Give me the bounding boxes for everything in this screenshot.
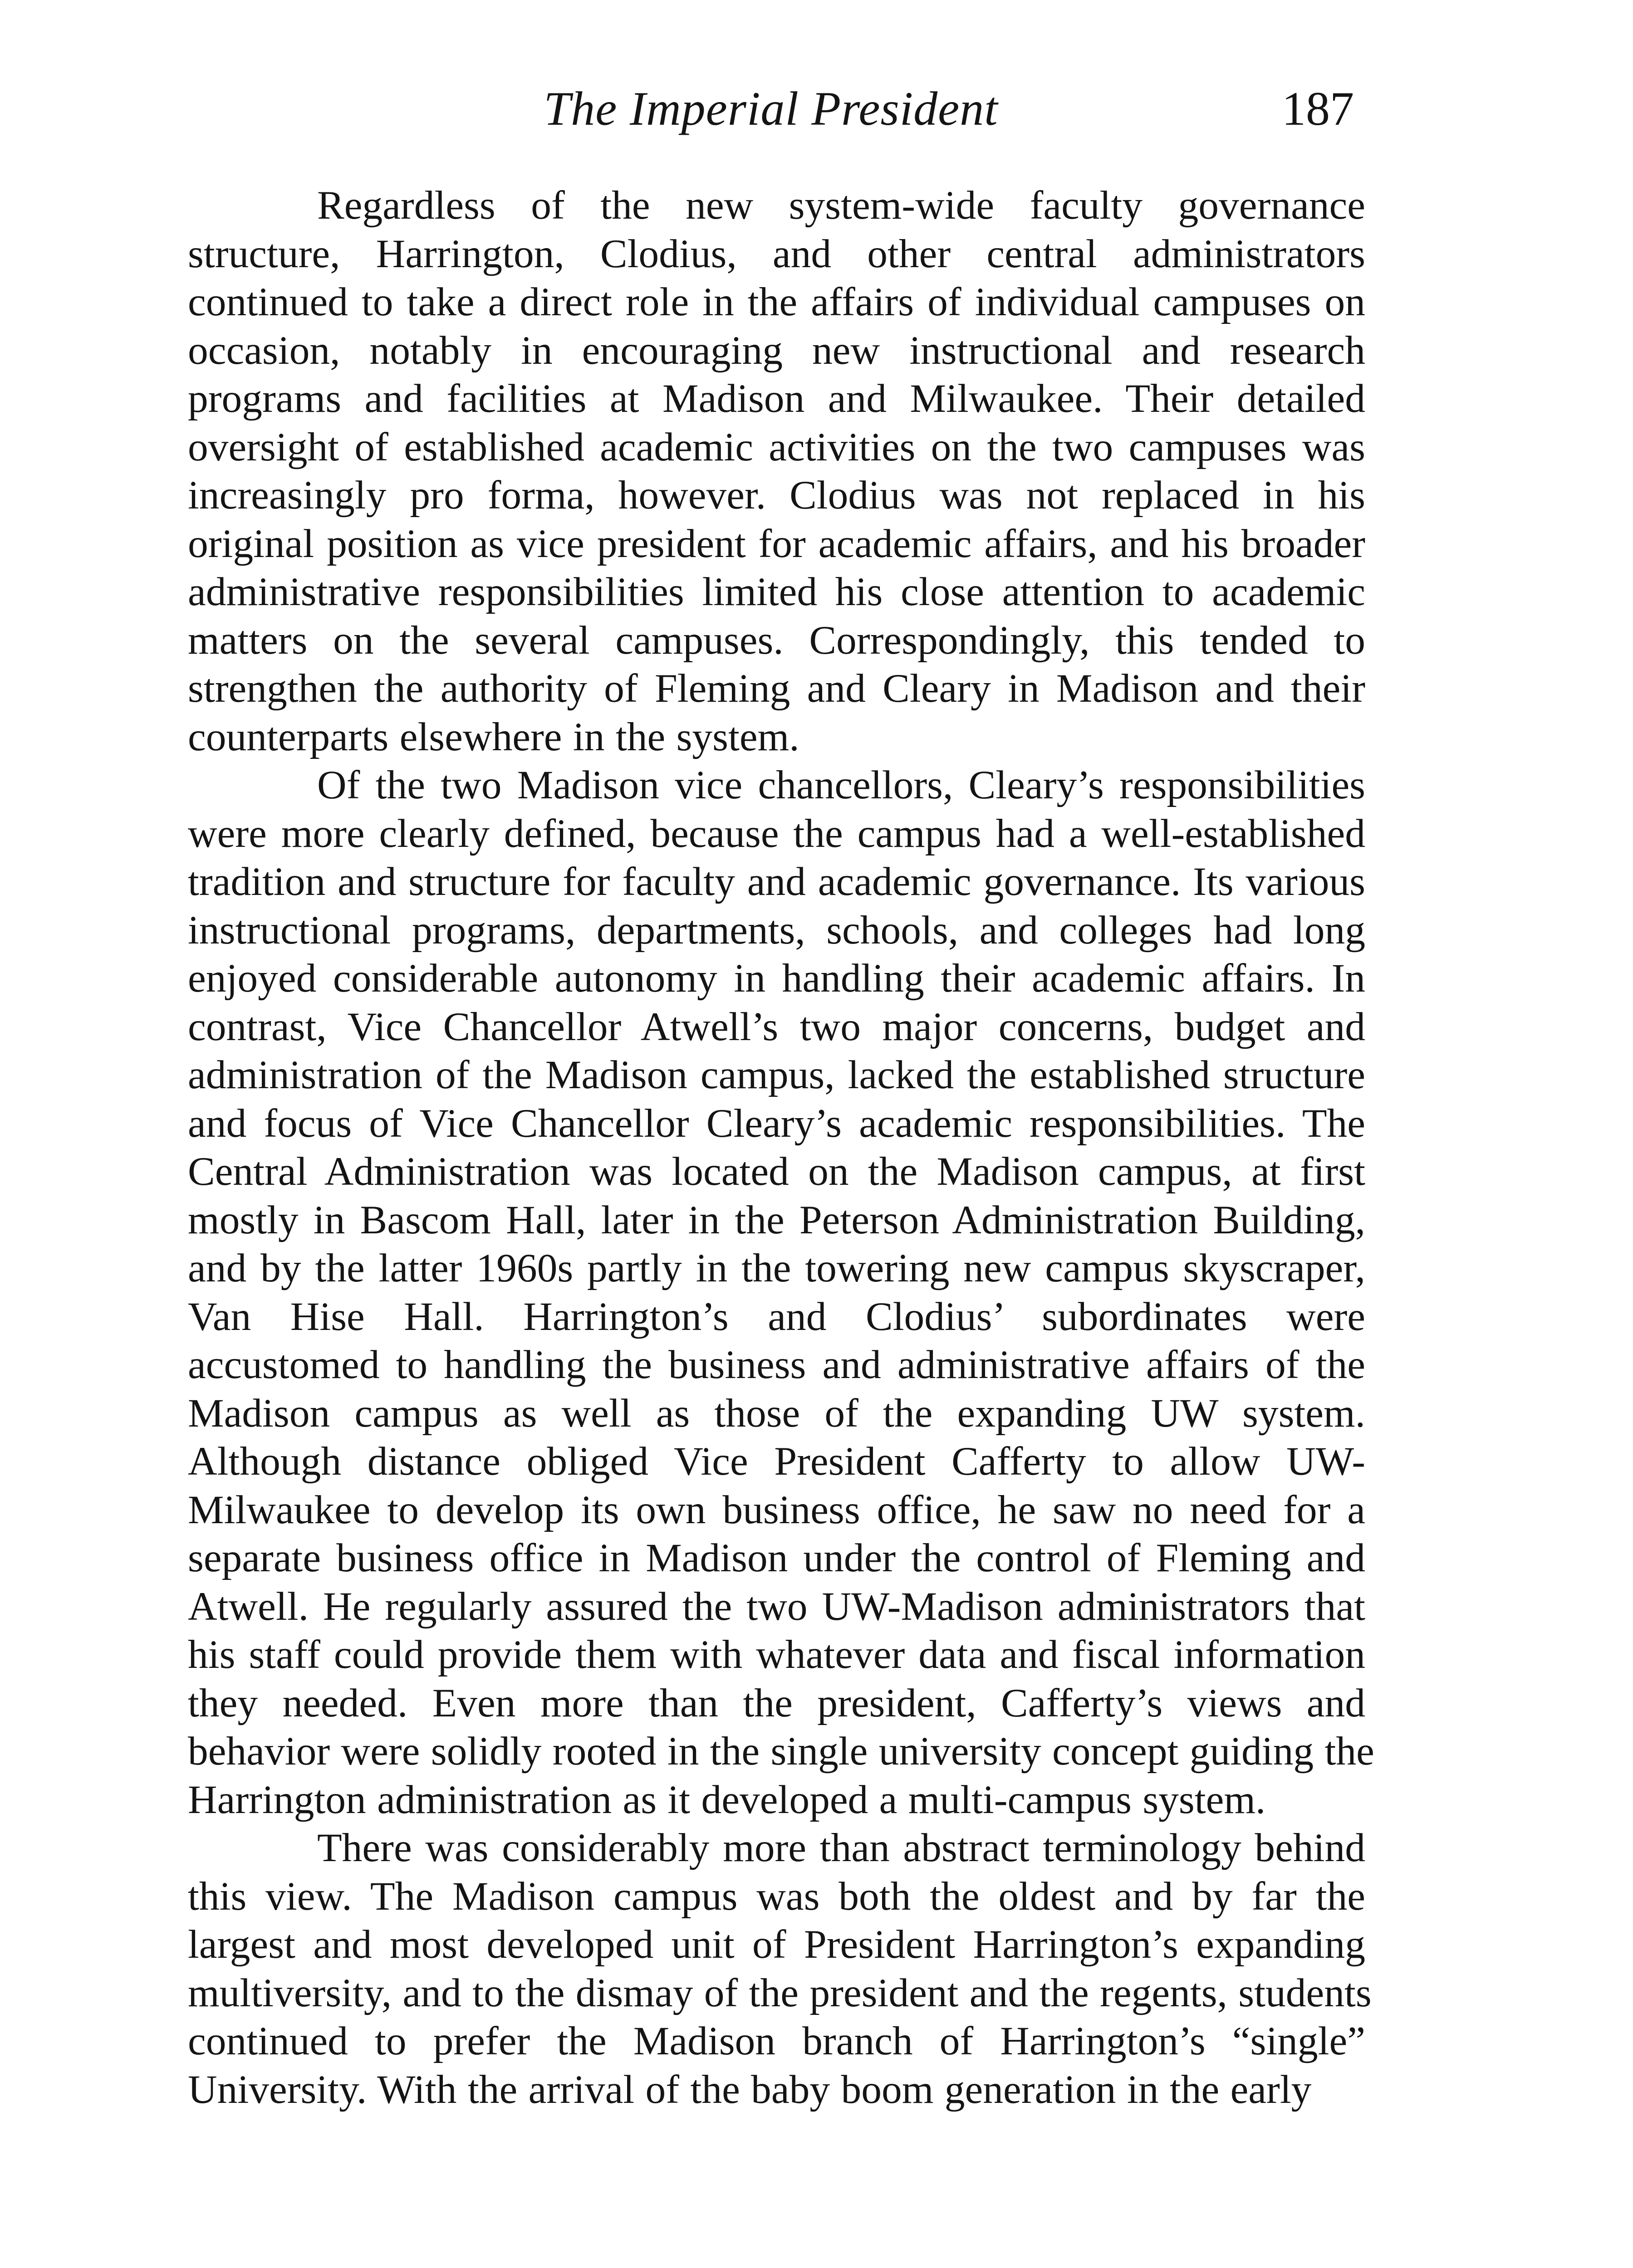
text-line: continued to take a direct role in the affairs of individual campuses on [188, 279, 1365, 324]
text-line: Regardless of the new system-wide faculty governance [317, 183, 1365, 228]
text-line: increasingly pro forma, however. Clodius was not replaced in his [188, 473, 1365, 518]
text-line: programs and facilities at Madison and Milwaukee. Their detailed [188, 376, 1365, 421]
text-line: and by the latter 1960s partly in the towering new campus skyscraper, [188, 1246, 1365, 1290]
text-line: were more clearly defined, because the campus had a well-established [188, 811, 1365, 856]
text-line: original position as vice president for academic affairs, and his broader [188, 521, 1365, 566]
text-line: strengthen the authority of Fleming and Cleary in Madison and their [188, 666, 1365, 711]
text-line: contrast, Vice Chancellor Atwell’s two major concerns, budget and [188, 1004, 1365, 1049]
text-line: and focus of Vice Chancellor Cleary’s academic responsibilities. The [188, 1100, 1365, 1146]
text-line: multiversity, and to the dismay of the president and the regents, students [188, 1970, 1372, 2015]
text-line: enjoyed considerable autonomy in handling their academic affairs. In [188, 956, 1365, 1001]
paragraph-3 [188, 1824, 1372, 2114]
running-head [188, 77, 1354, 141]
text-line: Although distance obliged Vice President Cafferty to allow UW- [188, 1439, 1365, 1484]
text-line: they needed. Even more than the president, Cafferty’s views and [188, 1680, 1365, 1725]
text-line: Madison campus as well as those of the expanding UW system. [188, 1390, 1365, 1436]
text-line: Van Hise Hall. Harrington’s and Clodius’ subordinates were [188, 1294, 1365, 1339]
text-line: There was considerably more than abstract terminology behind [317, 1825, 1365, 1870]
page-number: 187 [1282, 82, 1354, 135]
paragraph-2 [188, 761, 1374, 1824]
text-line: this view. The Madison campus was both the oldest and by far the [188, 1873, 1365, 1919]
text-line: University. With the arrival of the baby boom generation in the early [188, 2067, 1312, 2112]
text-line: continued to prefer the Madison branch of Harrington’s “single” [188, 2019, 1365, 2063]
text-line: counterparts elsewhere in the system. [188, 714, 799, 759]
text-line: Milwaukee to develop its own business office, he saw no need for a [188, 1487, 1365, 1532]
text-line: tradition and structure for faculty and academic governance. Its various [188, 859, 1365, 904]
text-line: largest and most developed unit of President Harrington’s expanding [188, 1922, 1365, 1967]
text-line: matters on the several campuses. Correspondingly, this tended to [188, 617, 1365, 663]
text-line: administration of the Madison campus, lacked the established structure [188, 1052, 1365, 1097]
text-line: occasion, notably in encouraging new instructional and research [188, 327, 1365, 373]
text-line: Of the two Madison vice chancellors, Cleary’s responsibilities [317, 763, 1365, 807]
text-line: Atwell. He regularly assured the two UW-Madison administrators that [188, 1584, 1365, 1629]
text-line: Harrington administration as it developed a multi-campus system. [188, 1777, 1266, 1822]
text-line: instructional programs, departments, schools, and colleges had long [188, 907, 1365, 953]
text-line: his staff could provide them with whatever data and fiscal information [188, 1632, 1365, 1677]
text-line: accustomed to handling the business and administrative affairs of the [188, 1342, 1365, 1387]
paragraph-1 [188, 181, 1365, 761]
text-line: oversight of established academic activities on the two campuses was [188, 424, 1365, 469]
running-title: The Imperial President [544, 82, 998, 135]
text-line: structure, Harrington, Clodius, and other central administrators [188, 231, 1365, 276]
body-text [188, 181, 1374, 2114]
text-line: mostly in Bascom Hall, later in the Peterson Administration Building, [188, 1197, 1365, 1242]
text-line: administrative responsibilities limited his close attention to academic [188, 569, 1365, 614]
text-line: behavior were solidly rooted in the single university concept guiding the [188, 1729, 1374, 1774]
text-line: Central Administration was located on the Madison campus, at first [188, 1149, 1365, 1194]
text-line: separate business office in Madison under the control of Fleming and [188, 1535, 1365, 1580]
